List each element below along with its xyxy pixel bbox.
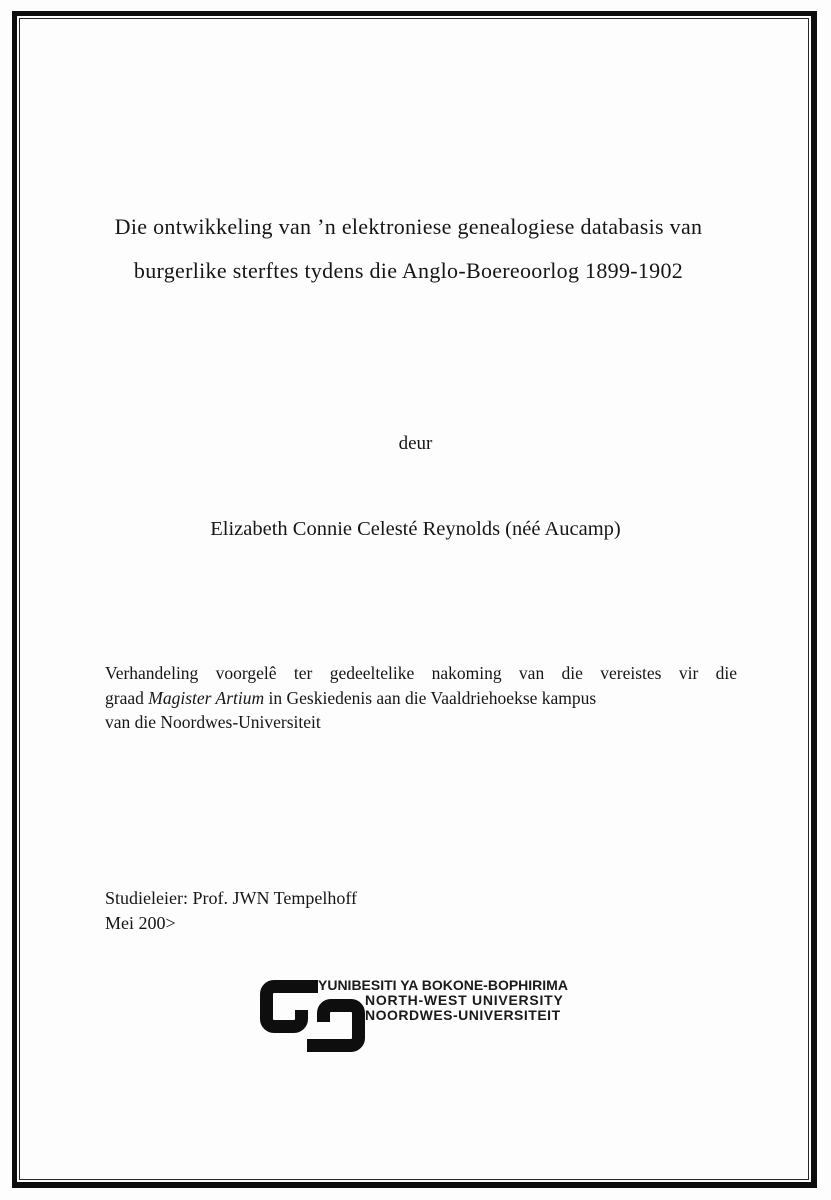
degree-statement-line1: Verhandeling voorgelê ter gedeeltelike nakoming van die vereistes vir die (105, 663, 737, 683)
university-logo (260, 978, 580, 1054)
university-logo-text (318, 978, 572, 1023)
date-line: Mei 200> (105, 913, 176, 933)
thesis-title (60, 205, 757, 293)
logo-line-english: NORTH-WEST UNIVERSITY (365, 992, 564, 1008)
degree-name: Magister Artium (148, 687, 265, 708)
supervisor-block (105, 886, 357, 936)
degree-statement-line2 (105, 686, 737, 711)
logo-line-afrikaans: NOORDWES-UNIVERSITEIT (365, 1007, 561, 1023)
supervisor-line: Studieleier: Prof. JWN Tempelhoff (105, 888, 358, 908)
thesis-title-line2: burgerlike sterftes tydens die Anglo-Boereoorlog 1899-1902 (133, 258, 684, 283)
byline: deur (398, 433, 433, 454)
thesis-title-line1: Die ontwikkeling van ’n elektroniese genealogiese databasis van (114, 214, 703, 239)
degree-statement-line2-prefix: graad (105, 687, 149, 708)
degree-statement-line3: van die Noordwes-Universiteit (105, 712, 321, 732)
degree-statement (105, 661, 737, 735)
degree-statement-line2-suffix: in Geskiedenis aan die Vaaldriehoekse kampus (264, 687, 597, 708)
logo-line-setswana: YUNIBESITI YA BOKONE-BOPHIRIMA (318, 977, 568, 993)
author-name: Elizabeth Connie Celesté Reynolds (néé Aucamp) (210, 518, 621, 540)
